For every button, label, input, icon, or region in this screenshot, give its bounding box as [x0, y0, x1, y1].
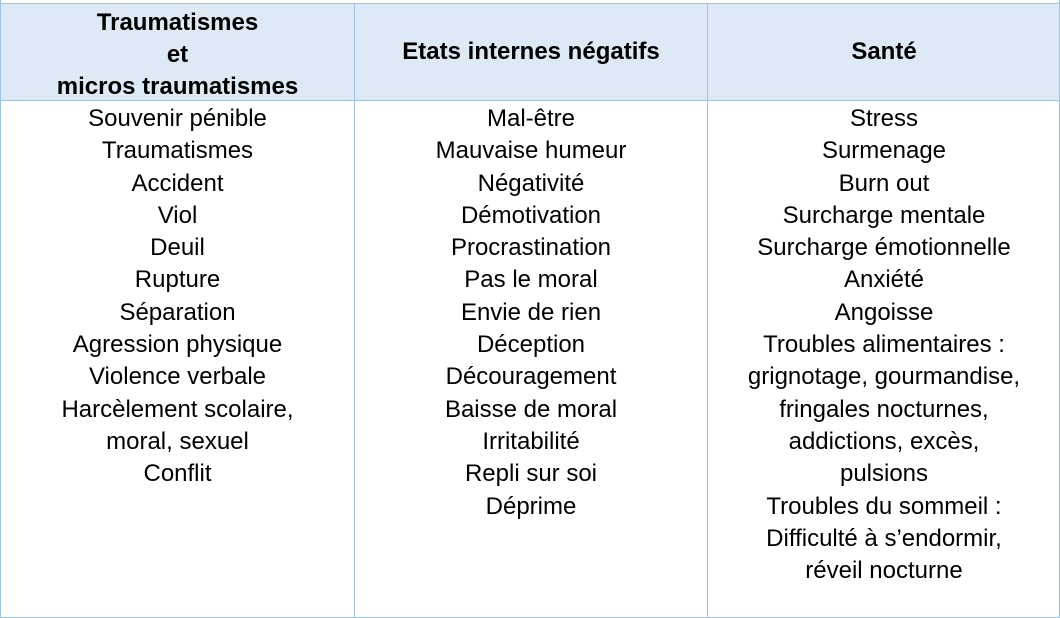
list-item: Baisse de moral [444, 395, 618, 423]
header-cell-traumatismes [1, 4, 354, 100]
list-item: Harcèlement scolaire, [61, 395, 294, 423]
list-item: Négativité [477, 169, 585, 197]
list-item: Stress [849, 105, 918, 132]
list-item: Rupture [134, 266, 221, 294]
list-item: Mal-être [486, 105, 576, 132]
header-cell-sante [707, 4, 1060, 100]
list-item: Anxiété [843, 266, 925, 294]
list-item: Séparation [119, 298, 236, 326]
list-item: Déception [476, 331, 586, 359]
list-item: Violence verbale [88, 363, 266, 391]
body-cell-traumatismes [1, 101, 354, 617]
list-item: fringales nocturnes, [779, 395, 989, 423]
list-item: Deuil [150, 234, 205, 262]
list-item: Angoisse [834, 298, 934, 326]
list-item: Repli sur soi [464, 460, 598, 488]
list-item: Difficulté à s’endormir, [766, 524, 1002, 552]
list-item: grignotage, gourmandise, [747, 363, 1021, 391]
list-item: Souvenir pénible [88, 105, 267, 132]
list-item: Troubles du sommeil : [766, 492, 1002, 520]
list-item: Viol [157, 201, 198, 229]
list-item: Troubles alimentaires : [763, 331, 1005, 359]
header-cell-etats-internes [354, 4, 707, 100]
list-item: Déprime [485, 492, 577, 520]
item-list [1, 101, 354, 617]
list-item: Traumatismes [101, 137, 254, 165]
list-item: Surmenage [821, 137, 947, 165]
list-item: Burn out [838, 169, 930, 197]
item-list [708, 101, 1060, 617]
header-line: micros traumatismes [56, 73, 299, 100]
list-item: Conflit [143, 460, 212, 488]
list-item: Accident [131, 169, 224, 197]
list-item: Agression physique [72, 331, 283, 359]
list-item: Pas le moral [464, 266, 598, 294]
list-item: pulsions [839, 460, 929, 488]
list-item: réveil nocturne [805, 557, 963, 585]
header-line: et [166, 41, 189, 68]
header-text-traumatismes [1, 4, 354, 100]
body-row [1, 101, 1059, 617]
list-item: Surcharge mentale [782, 201, 986, 229]
list-item: Envie de rien [460, 298, 602, 326]
body-cell-sante [707, 101, 1060, 617]
list-item: Irritabilité [482, 427, 580, 455]
list-item: Surcharge émotionnelle [757, 234, 1011, 262]
list-item: moral, sexuel [106, 427, 249, 455]
header-line: Santé [851, 38, 917, 65]
list-item: Démotivation [460, 201, 602, 229]
header-line: Traumatismes [96, 9, 259, 36]
list-item: addictions, excès, [788, 427, 980, 455]
list-item: Mauvaise humeur [435, 137, 627, 165]
body-cell-etats-internes [354, 101, 707, 617]
header-text-sante [708, 4, 1060, 100]
header-text-etats-internes [355, 4, 707, 100]
item-list [355, 101, 707, 617]
list-item: Procrastination [450, 234, 612, 262]
header-row [1, 3, 1059, 101]
list-item: Découragement [445, 363, 617, 391]
header-line: Etats internes négatifs [402, 38, 660, 65]
